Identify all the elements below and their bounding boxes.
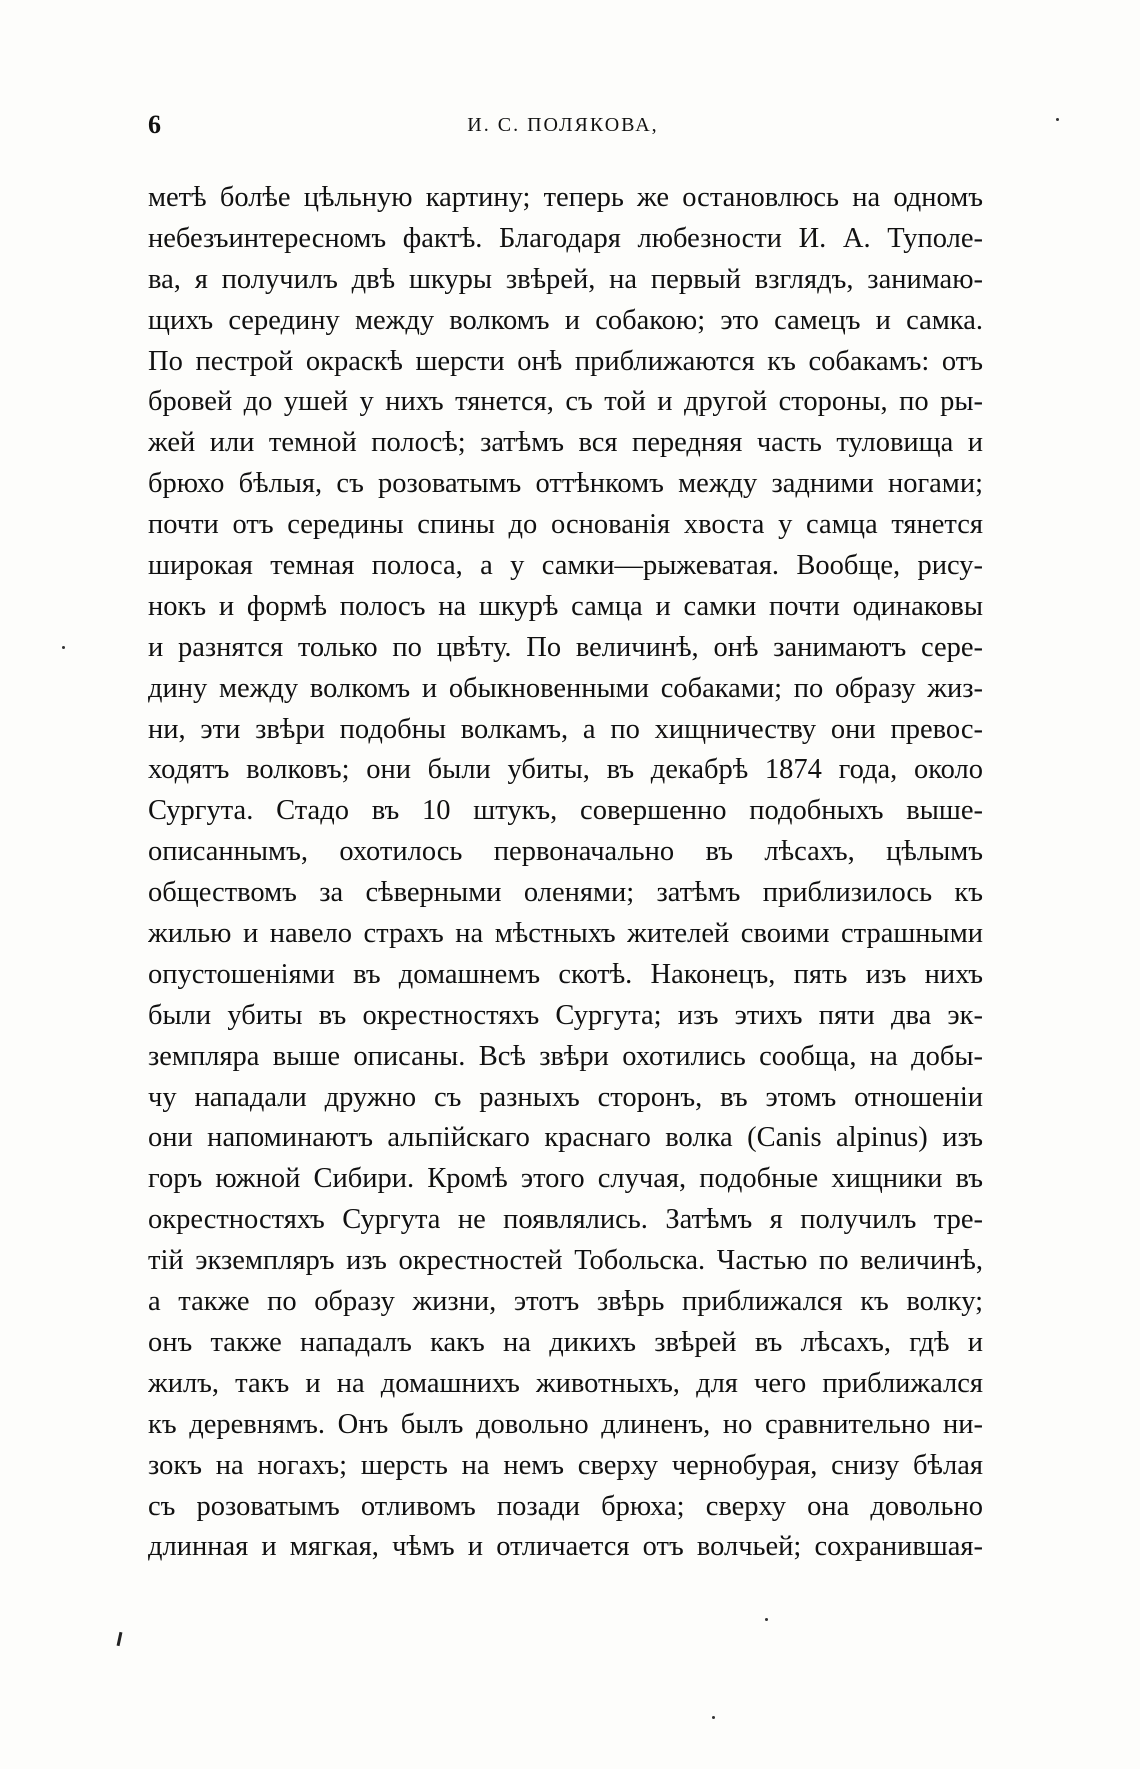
text-line: бровей до ушей у нихъ тянется, съ той и другой стороны, по ры-: [148, 386, 983, 418]
text-line: длинная и мягкая, чѣмъ и отличается отъ волчьей; сохранившая-: [148, 1531, 983, 1563]
print-speck: [1056, 118, 1059, 121]
ink-mark: [117, 1632, 123, 1646]
text-line: они напоминаютъ альпійскаго краснаго волка (Canis alpinus) изъ: [148, 1122, 983, 1154]
print-speck: [62, 646, 65, 649]
text-line: зокъ на ногахъ; шерсть на немъ сверху чернобурая, снизу бѣлая: [148, 1449, 983, 1481]
text-line: ни, эти звѣри подобны волкамъ, а по хищничеству они превос-: [148, 713, 983, 745]
text-line: небезъинтересномъ фактѣ. Благодаря любезности И. А. Туполе-: [148, 222, 983, 254]
text-line: нокъ и формѣ полосъ на шкурѣ самца и самки почти одинаковы: [148, 590, 983, 622]
text-line: окрестностяхъ Сургута не появлялись. Затѣмъ я получилъ тре-: [148, 1204, 983, 1236]
text-line: онъ также нападалъ какъ на дикихъ звѣрей въ лѣсахъ, гдѣ и: [148, 1326, 983, 1358]
print-speck: [712, 1716, 715, 1719]
text-line: а также по образу жизни, этотъ звѣрь приближался къ волку;: [148, 1286, 983, 1318]
text-line: обществомъ за сѣверными оленями; затѣмъ приблизилось къ: [148, 877, 983, 909]
text-line: метѣ болѣе цѣльную картину; теперь же остановлюсь на одномъ: [148, 182, 983, 213]
text-line: жей или темной полосѣ; затѣмъ вся передняя часть туловища и: [148, 427, 983, 459]
text-line: тій экземпляръ изъ окрестностей Тобольска. Частью по величинѣ,: [148, 1245, 983, 1277]
text-line: щихъ середину между волкомъ и собакою; это самецъ и самка.: [148, 304, 983, 336]
text-line: описаннымъ, охотилось первоначально въ лѣсахъ, цѣлымъ: [148, 836, 983, 868]
text-line: Сургута. Стадо въ 10 штукъ, совершенно подобныхъ выше-: [148, 795, 983, 827]
text-line: земпляра выше описаны. Всѣ звѣри охотились сообща, на добы-: [148, 1040, 983, 1072]
text-line: брюхо бѣлыя, съ розоватымъ оттѣнкомъ между задними ногами;: [148, 468, 983, 500]
text-line: По пестрой окраскѣ шерсти онѣ приближаются къ собакамъ: отъ: [148, 345, 983, 377]
text-line: почти отъ середины спины до основанія хвоста у самца тянется: [148, 509, 983, 541]
text-line: къ деревнямъ. Онъ былъ довольно длиненъ, но сравнительно ни-: [148, 1408, 983, 1440]
text-line: жилью и навело страхъ на мѣстныхъ жителей своими страшными: [148, 918, 983, 950]
text-line: съ розоватымъ отливомъ позади брюха; сверху она довольно: [148, 1490, 983, 1522]
text-line: опустошеніями въ домашнемъ скотѣ. Наконецъ, пять изъ нихъ: [148, 958, 983, 990]
text-line: дину между волкомъ и обыкновенными собаками; по образу жиз-: [148, 672, 983, 704]
text-line: жилъ, такъ и на домашнихъ животныхъ, для чего приближался: [148, 1367, 983, 1399]
text-line: ходятъ волковъ; они были убиты, въ декабрѣ 1874 года, около: [148, 754, 983, 786]
text-line: горъ южной Сибири. Кромѣ этого случая, подобные хищники въ: [148, 1163, 983, 1195]
page-header: [148, 110, 978, 150]
text-line: ва, я получилъ двѣ шкуры звѣрей, на первый взглядъ, занимаю-: [148, 263, 983, 295]
text-line: широкая темная полоса, а у самки—рыжеватая. Вообще, рису-: [148, 550, 983, 582]
running-title: И. С. ПОЛЯКОВА,: [467, 114, 659, 136]
page-number: 6: [148, 110, 161, 139]
text-line: и разнятся только по цвѣту. По величинѣ, онѣ занимаютъ сере-: [148, 631, 983, 663]
print-speck: [765, 1618, 768, 1621]
text-line: были убиты въ окрестностяхъ Сургута; изъ этихъ пяти два эк-: [148, 999, 983, 1031]
body-text: [148, 178, 983, 1568]
text-line: чу нападали дружно съ разныхъ сторонъ, въ этомъ отношеніи: [148, 1081, 983, 1113]
